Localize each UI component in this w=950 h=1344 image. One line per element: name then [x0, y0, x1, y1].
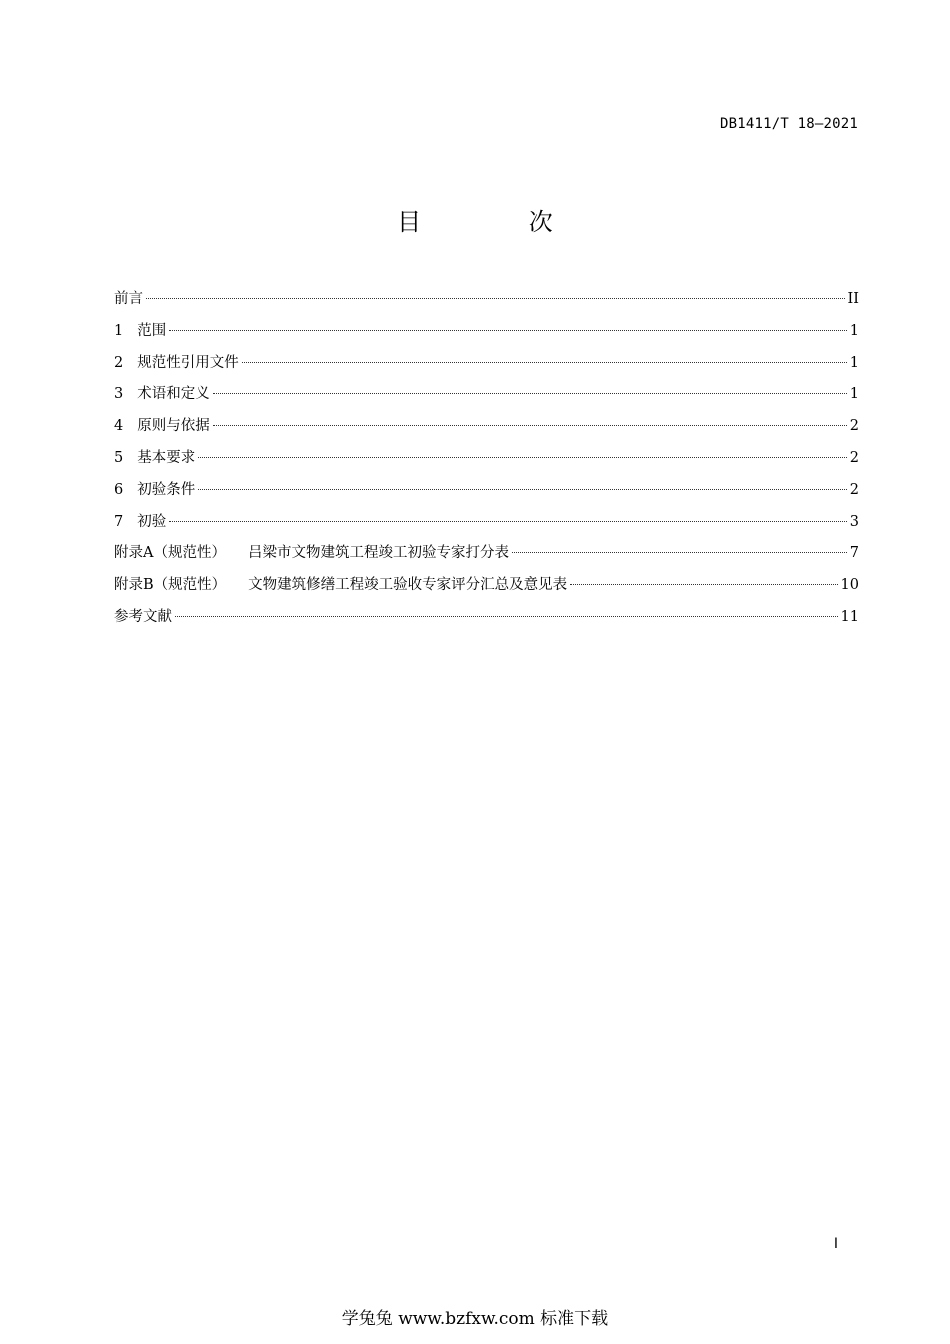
toc-entry-number: 附录A（规范性） — [114, 545, 226, 562]
toc-dot-leader — [213, 425, 847, 426]
toc-dot-leader — [198, 457, 847, 458]
toc-entry-number: 2 — [114, 354, 124, 371]
toc-entry-3[interactable] — [114, 382, 859, 414]
toc-entry-references[interactable] — [114, 605, 859, 637]
toc-dot-leader — [146, 298, 845, 299]
toc-entry-4[interactable] — [114, 414, 859, 446]
toc-entry-page: II — [847, 291, 859, 307]
toc-entry-6[interactable] — [114, 478, 859, 510]
toc-entry-page: 2 — [849, 418, 859, 435]
toc-entry-number: 附录B（规范性） — [114, 577, 227, 594]
toc-entry-number: 4 — [114, 418, 124, 435]
toc-entry-label: 附录A（规范性） 吕梁市文物建筑工程竣工初验专家打分表 — [114, 545, 509, 562]
toc-dot-leader — [198, 489, 847, 490]
toc-title: 目 次 — [397, 208, 603, 236]
toc-dot-leader — [242, 362, 847, 363]
toc-entry-label: 前言 — [114, 291, 143, 307]
toc-entry-1[interactable] — [114, 319, 859, 351]
toc-dot-leader — [512, 552, 847, 553]
toc-dot-leader — [169, 330, 847, 331]
toc-entry-page: 1 — [849, 322, 859, 339]
toc-entry-foreword[interactable] — [114, 287, 859, 319]
toc-entry-page: 10 — [840, 577, 859, 594]
toc-dot-leader — [570, 584, 837, 585]
toc-entry-page: 7 — [849, 545, 859, 562]
toc-entry-page: 1 — [849, 354, 859, 371]
toc-entry-label: 4 原则与依据 — [114, 414, 210, 438]
toc-entry-label: 7 初验 — [114, 510, 166, 534]
toc-entry-number: 7 — [114, 513, 124, 530]
toc-entry-5[interactable] — [114, 446, 859, 478]
toc-entry-7[interactable] — [114, 510, 859, 542]
page-number: I — [833, 1236, 838, 1252]
toc-entry-page: 1 — [849, 386, 859, 403]
toc-entry-label: 参考文献 — [114, 608, 172, 625]
footer-watermark: 学兔兔 www.bzfxw.com 标准下载 — [341, 1309, 609, 1329]
toc-dot-leader — [169, 521, 847, 522]
toc-entry-number: 6 — [114, 481, 124, 498]
toc-entry-label: 5 基本要求 — [114, 446, 195, 470]
toc-entry-label: 2 规范性引用文件 — [114, 351, 239, 375]
toc-dot-leader — [213, 393, 847, 394]
toc-entry-label: 3 术语和定义 — [114, 382, 210, 406]
toc-entry-appendix-b[interactable] — [114, 573, 859, 605]
toc-dot-leader — [175, 616, 838, 617]
toc-entry-page: 11 — [840, 608, 859, 625]
document-code: DB1411/T 18—2021 — [719, 116, 858, 132]
toc-entry-label: 6 初验条件 — [114, 478, 195, 502]
toc-entry-number: 1 — [114, 322, 124, 339]
toc-entry-page: 2 — [849, 449, 859, 466]
toc-entry-number: 5 — [114, 449, 124, 466]
toc-entry-label: 附录B（规范性） 文物建筑修缮工程竣工验收专家评分汇总及意见表 — [114, 577, 568, 594]
toc-entry-2[interactable] — [114, 351, 859, 383]
toc-list — [114, 287, 859, 637]
toc-entry-appendix-a[interactable] — [114, 541, 859, 573]
toc-entry-page: 2 — [849, 481, 859, 498]
toc-entry-label: 1 范围 — [114, 319, 166, 343]
toc-entry-page: 3 — [849, 513, 859, 530]
toc-entry-number: 3 — [114, 386, 124, 403]
